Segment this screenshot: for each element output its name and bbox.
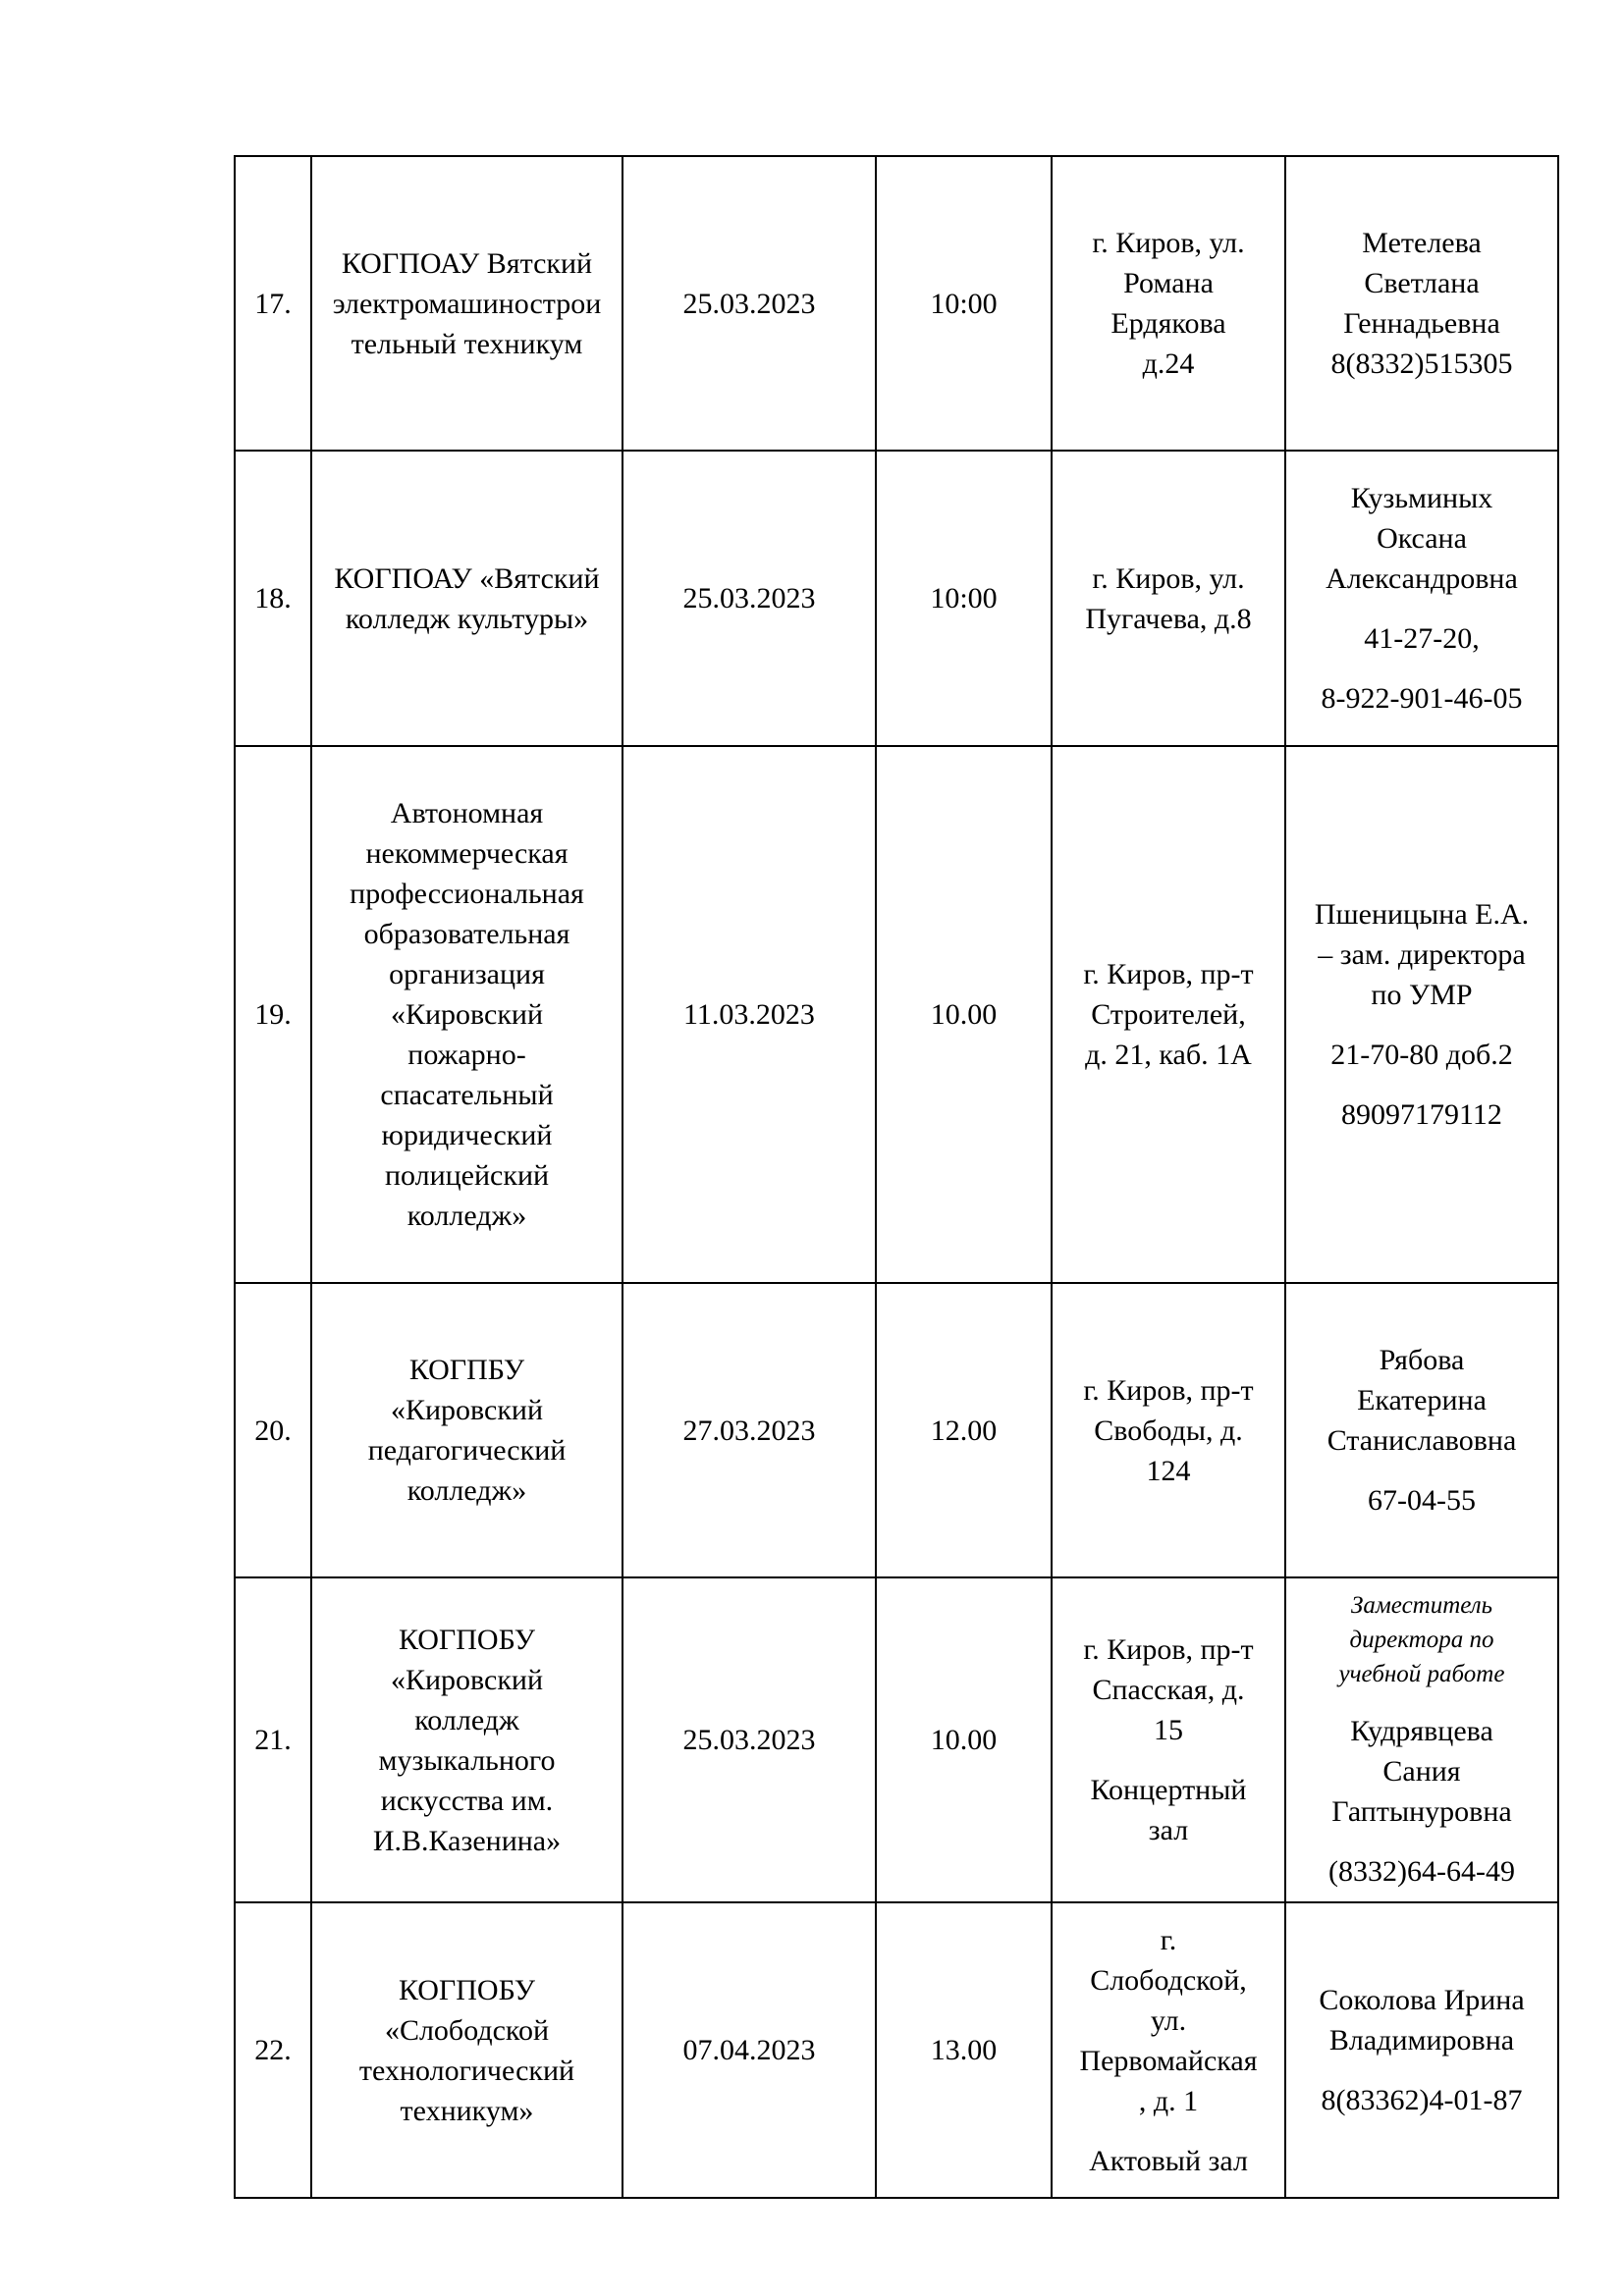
table-row [235,1577,1558,1902]
time-cell: 12.00 [876,1283,1052,1577]
date-cell: 27.03.2023 [623,1283,876,1577]
contact-cell: Соколова Ирина Владимировна 8(83362)4-01-87 [1285,1902,1558,2198]
row-number: 18. [235,451,311,746]
time-cell: 10:00 [876,451,1052,746]
address-cell: г. Слободской, ул. Первомайская , д. 1 Актовый зал [1052,1902,1285,2198]
organization-cell: КОГПБУ «Кировский педагогический колледж» [311,1283,623,1577]
address-cell: г. Киров, ул. Пугачева, д.8 [1052,451,1285,746]
row-number: 21. [235,1577,311,1902]
date-cell: 25.03.2023 [623,451,876,746]
address-cell: г. Киров, пр-т Строителей, д. 21, каб. 1А [1052,746,1285,1283]
address-cell: г. Киров, пр-т Свободы, д. 124 [1052,1283,1285,1577]
address-cell: г. Киров, пр-т Спасская, д. 15 Концертный зал [1052,1577,1285,1902]
table-row [235,1283,1558,1577]
events-table [234,155,1559,2199]
organization-cell: Автономная некоммерческая профессиональная образовательная организация «Кировский пожарно- спасательный юридический полицейский колледж» [311,746,623,1283]
row-number: 22. [235,1902,311,2198]
organization-cell: КОГПОБУ «Кировский колледж музыкального искусства им. И.В.Казенина» [311,1577,623,1902]
organization-cell: КОГПОАУ «Вятский колледж культуры» [311,451,623,746]
time-cell: 10.00 [876,1577,1052,1902]
contact-cell: Пшеницына Е.А. – зам. директора по УМР 21-70-80 доб.2 89097179112 [1285,746,1558,1283]
table-row [235,451,1558,746]
table-row [235,156,1558,451]
time-cell: 10:00 [876,156,1052,451]
organization-cell: КОГПОАУ Вятский электромашинострои тельный техникум [311,156,623,451]
organization-cell: КОГПОБУ «Слободской технологический техникум» [311,1902,623,2198]
row-number: 17. [235,156,311,451]
date-cell: 11.03.2023 [623,746,876,1283]
address-cell: г. Киров, ул. Романа Ердякова д.24 [1052,156,1285,451]
contact-role: Заместитель [1350,1592,1493,1619]
contact-cell: Кузьминых Оксана Александровна 41-27-20, 8-922-901-46-05 [1285,451,1558,746]
date-cell: 07.04.2023 [623,1902,876,2198]
date-cell: 25.03.2023 [623,156,876,451]
contact-cell: Метелева Светлана Геннадьевна 8(8332)515305 [1285,156,1558,451]
row-number: 19. [235,746,311,1283]
time-cell: 13.00 [876,1902,1052,2198]
table-row [235,1902,1558,2198]
date-cell: 25.03.2023 [623,1577,876,1902]
contact-cell: Заместитель директора по учебной работе Кудрявцева Сания Гаптынуровна (8332)64-64-49 [1285,1577,1558,1902]
time-cell: 10.00 [876,746,1052,1283]
contact-cell: Рябова Екатерина Станиславовна 67-04-55 [1285,1283,1558,1577]
row-number: 20. [235,1283,311,1577]
table-row [235,746,1558,1283]
